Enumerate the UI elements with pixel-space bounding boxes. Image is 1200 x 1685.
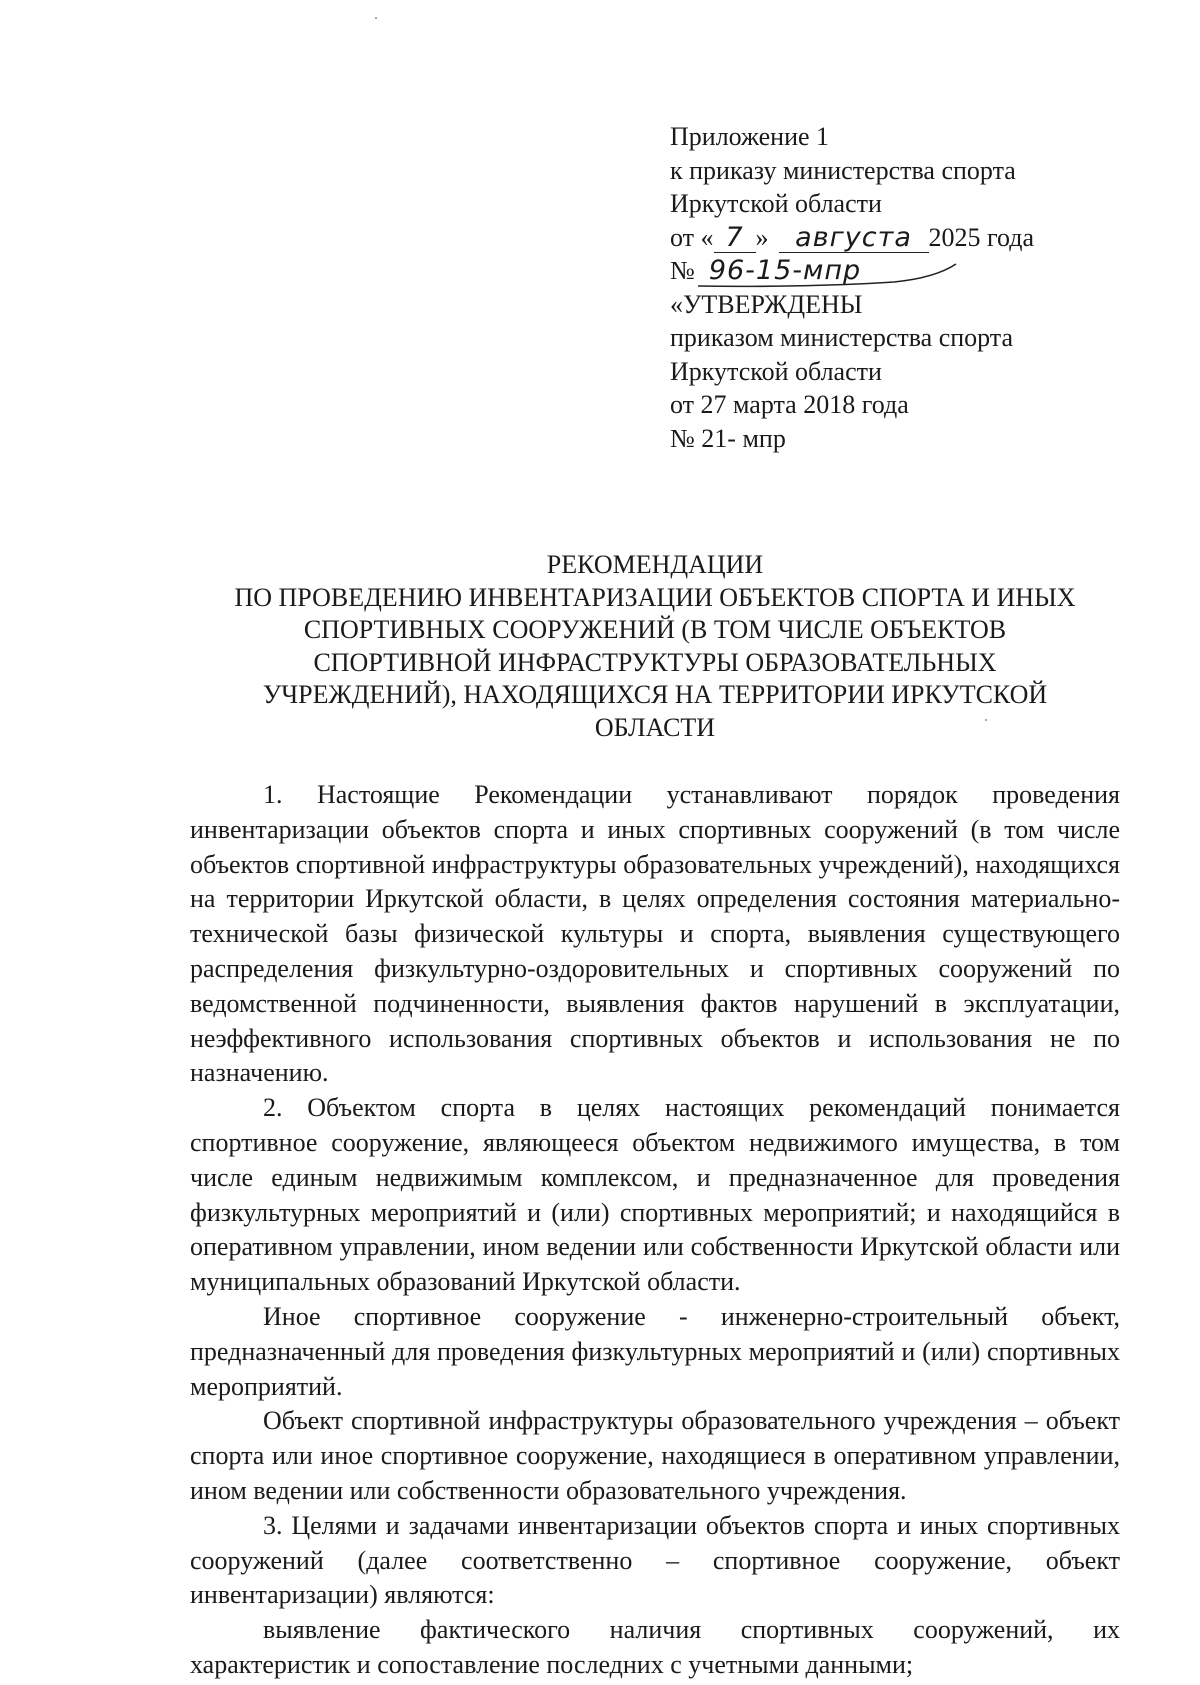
region-label: Иркутской области xyxy=(670,189,882,218)
handwritten-number: 96-15-мпр xyxy=(708,255,862,286)
handwriting-underline xyxy=(694,256,964,290)
original-order-number: № 21- мпр xyxy=(670,423,786,453)
scan-speck xyxy=(985,719,987,721)
date-year: 2025 года xyxy=(928,222,1035,252)
paragraph-education-facility: Объект спортивной инфраструктуры образовательного учреждения – объект спорта или иное спортивное сооружение, находящиеся в оперативном управлении, ином ведении или собственности образовательного учреждения. xyxy=(190,1406,1120,1505)
paragraph-other-facility: Иное спортивное сооружение - инженерно-строительный объект, предназначенный для проведения физкультурных мероприятий и (или) спортивных мероприятий. xyxy=(190,1301,1120,1401)
handwritten-month: августа xyxy=(779,224,929,253)
approved-by-order: приказом министерства спорта xyxy=(670,323,1014,352)
title-line: СПОРТИВНЫХ СООРУЖЕНИЙ (В ТОМ ЧИСЛЕ ОБЪЕКТОВ xyxy=(303,615,1007,644)
title-line: ОБЛАСТИ xyxy=(594,712,716,742)
order-date xyxy=(670,221,1100,255)
approved-label: «УТВЕРЖДЕНЫ xyxy=(670,289,863,319)
paragraph-2: 2. Объектом спорта в целях настоящих рекомендаций понимается спортивное сооружение, являющееся объектом недвижимого имущества, в том числе единым недвижимым комплексом, и предназначенное для проведения физкультурных мероприятий и (или) спортивных мероприятий; и находящийся в оперативном управлении, ином ведении или собственности Иркутской области или муниципальных образований Иркутской области. xyxy=(190,1093,1120,1297)
document-body xyxy=(190,778,1120,1683)
paragraph-1: 1. Настоящие Рекомендации устанавливают порядок проведения инвентаризации объектов спорта и иных спортивных сооружений (в том числе объектов спортивной инфраструктуры образовательных учреждений), находящихся на территории Иркутской области, в целях определения состояния материально-технической базы физической культуры и спорта, выявления существующего распределения физкультурно-оздоровительных и спортивных сооружений по ведомственной подчиненности, выявления фактов нарушений в эксплуатации, неэффективного использования спортивных объектов и использования не по назначению. xyxy=(190,780,1120,1088)
title-line: РЕКОМЕНДАЦИИ xyxy=(546,550,764,579)
document-title xyxy=(190,549,1120,744)
number-prefix: № xyxy=(670,256,695,285)
order-number xyxy=(670,254,1100,288)
appendix-label: Приложение 1 xyxy=(670,122,830,151)
date-mid: » xyxy=(755,222,769,252)
date-prefix: от « xyxy=(670,222,714,252)
scan-speck xyxy=(375,17,377,19)
title-line: ПО ПРОВЕДЕНИЮ ИНВЕНТАРИЗАЦИИ ОБЪЕКТОВ СПОРТА И ИНЫХ xyxy=(234,582,1076,612)
handwritten-day: 7 xyxy=(714,224,756,253)
title-line: СПОРТИВНОЙ ИНФРАСТРУКТУРЫ ОБРАЗОВАТЕЛЬНЫХ xyxy=(313,647,997,677)
paragraph-3: 3. Целями и задачами инвентаризации объектов спорта и иных спортивных сооружений (далее соответственно – спортивное сооружение, объект инвентаризации) являются: xyxy=(190,1510,1120,1610)
title-line: УЧРЕЖДЕНИЙ), НАХОДЯЩИХСЯ НА ТЕРРИТОРИИ ИРКУТСКОЙ xyxy=(262,680,1048,709)
approval-block xyxy=(670,120,1100,455)
approved-region: Иркутской области xyxy=(670,356,882,386)
order-reference: к приказу министерства спорта xyxy=(670,155,1016,185)
original-order-date: от 27 марта 2018 года xyxy=(670,390,909,419)
paragraph-3-item: выявление фактического наличия спортивных сооружений, их характеристик и сопоставление последних с учетными данными; xyxy=(190,1615,1120,1679)
